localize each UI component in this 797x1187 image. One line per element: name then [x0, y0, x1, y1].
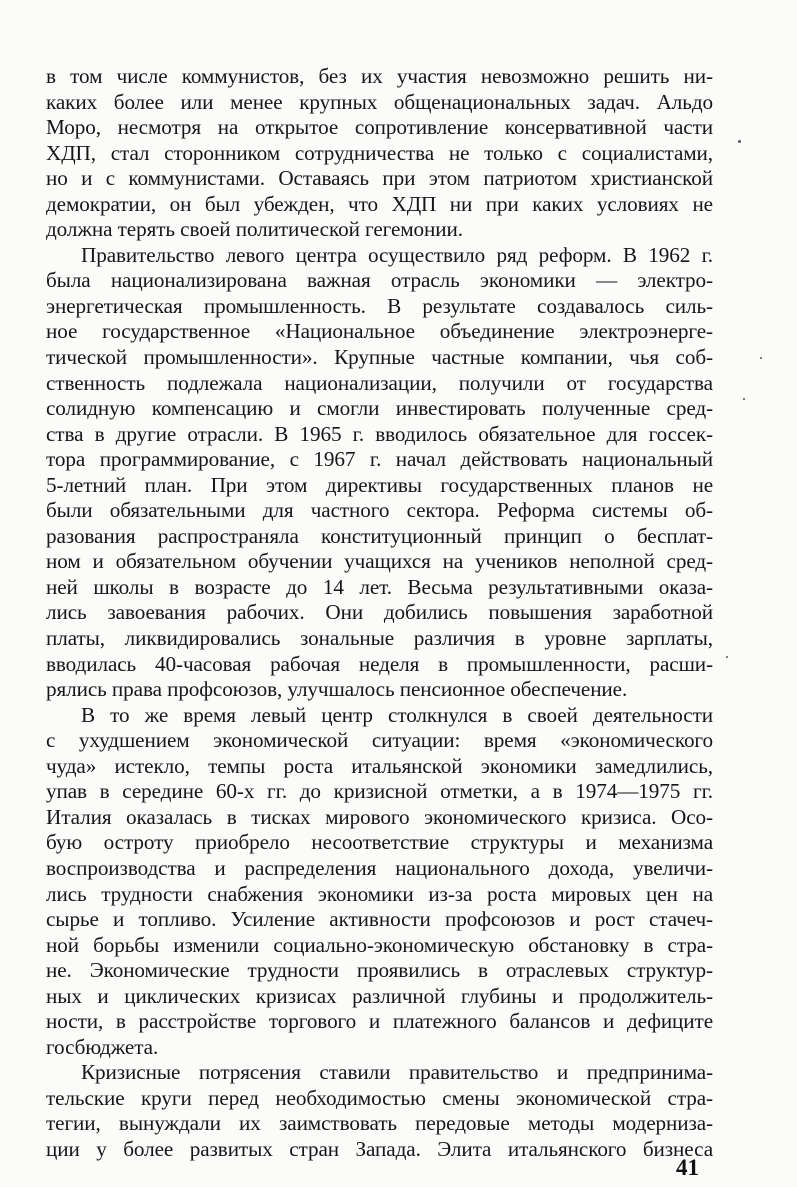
text-line: ней школы в возрасте до 14 лет. Весьма результативными оказа-: [46, 574, 713, 599]
text-line: тора программирование, с 1967 г. начал действовать национальный: [46, 447, 713, 472]
body-text: [46, 64, 713, 1163]
text-line: тегии, вынуждали их заимствовать передовые методы модерниза-: [46, 1111, 713, 1136]
text-line: тической промышленности». Крупные частные компании, чья соб-: [46, 345, 713, 370]
text-line: платы, ликвидировались зональные различия в уровне зарплаты,: [46, 626, 713, 651]
text-line: вводилась 40-часовая рабочая неделя в промышленности, расши-: [46, 651, 713, 676]
text-line: разования распространяла конституционный принцип о бесплат-: [46, 523, 713, 548]
text-line: каких более или менее крупных общенациональных задач. Альдо: [46, 89, 713, 114]
text-line: ства в другие отрасли. В 1965 г. вводилось обязательное для госсек-: [46, 421, 713, 446]
text-line: лись трудности снабжения экономики из-за роста мировых цен на: [46, 881, 713, 906]
text-line: ное государственное «Национальное объединение электроэнерге-: [46, 319, 713, 344]
text-line: бую остроту приобрело несоответствие структуры и механизма: [46, 830, 713, 855]
text-line: ном и обязательном обучении учащихся на учеников неполной сред-: [46, 549, 713, 574]
scan-speck: [738, 140, 741, 143]
text-line: были обязательными для частного сектора. Реформа системы об-: [46, 498, 713, 523]
text-line: Моро, несмотря на открытое сопротивление консервативной части: [46, 115, 713, 140]
text-line: воспроизводства и распределения национального дохода, увеличи-: [46, 855, 713, 880]
page-number: 41: [676, 1155, 699, 1180]
text-line: сырье и топливо. Усиление активности профсоюзов и рост стачеч-: [46, 907, 713, 932]
text-line: Кризисные потрясения ставили правительство и предпринима-: [81, 1060, 713, 1085]
text-line: ХДП, стал сторонником сотрудничества не только с социалистами,: [46, 140, 713, 165]
text-line: демократии, он был убежден, что ХДП ни при каких условиях не: [46, 191, 713, 216]
text-line: в том числе коммунистов, без их участия невозможно решить ни-: [46, 64, 713, 88]
text-line: упав в середине 60-х гг. до кризисной отметки, а в 1974—1975 гг.: [46, 779, 713, 804]
text-line: энергетическая промышленность. В результате создавалось силь-: [46, 293, 713, 318]
text-line: рялись права профсоюзов, улучшалось пенсионное обеспечение.: [46, 677, 628, 702]
scan-speck: [726, 656, 728, 658]
scan-speck: [760, 357, 762, 359]
text-line: чуда» истекло, темпы роста итальянской экономики замедлились,: [46, 753, 713, 778]
text-line: ных и циклических кризисах различной глубины и продолжитель-: [46, 983, 713, 1008]
text-line: ции у более развитых стран Запада. Элита итальянского бизнеса: [46, 1136, 713, 1161]
text-line: но и с коммунистами. Оставаясь при этом патриотом христианской: [46, 166, 713, 191]
text-line: не. Экономические трудности проявились в отраслевых структур-: [46, 958, 713, 983]
text-line: тельские круги перед необходимостью смены экономической стра-: [46, 1085, 713, 1110]
text-line: госбюджета.: [46, 1034, 159, 1059]
text-line: солидную компенсацию и смогли инвестировать полученные сред-: [46, 396, 713, 421]
scan-speck: [743, 398, 745, 400]
text-line: должна терять своей политической гегемонии.: [46, 217, 463, 242]
text-line: 5-летний план. При этом директивы государственных планов не: [46, 472, 713, 497]
text-line: Италия оказалась в тисках мирового экономического кризиса. Осо-: [46, 804, 713, 829]
text-line: ной борьбы изменили социально-экономическую обстановку в стра-: [46, 932, 713, 957]
text-line: ственность подлежала национализации, получили от государства: [46, 370, 713, 395]
text-line: с ухудшением экономической ситуации: время «экономического: [46, 728, 713, 753]
text-line: лись завоевания рабочих. Они добились повышения заработной: [46, 600, 713, 625]
text-line: Правительство левого центра осуществило ряд реформ. В 1962 г.: [81, 242, 713, 267]
text-line: была национализирована важная отрасль экономики — электро-: [46, 268, 713, 293]
text-line: В то же время левый центр столкнулся в своей деятельности: [81, 702, 713, 727]
text-line: ности, в расстройстве торгового и платежного балансов и дефиците: [46, 1009, 713, 1034]
